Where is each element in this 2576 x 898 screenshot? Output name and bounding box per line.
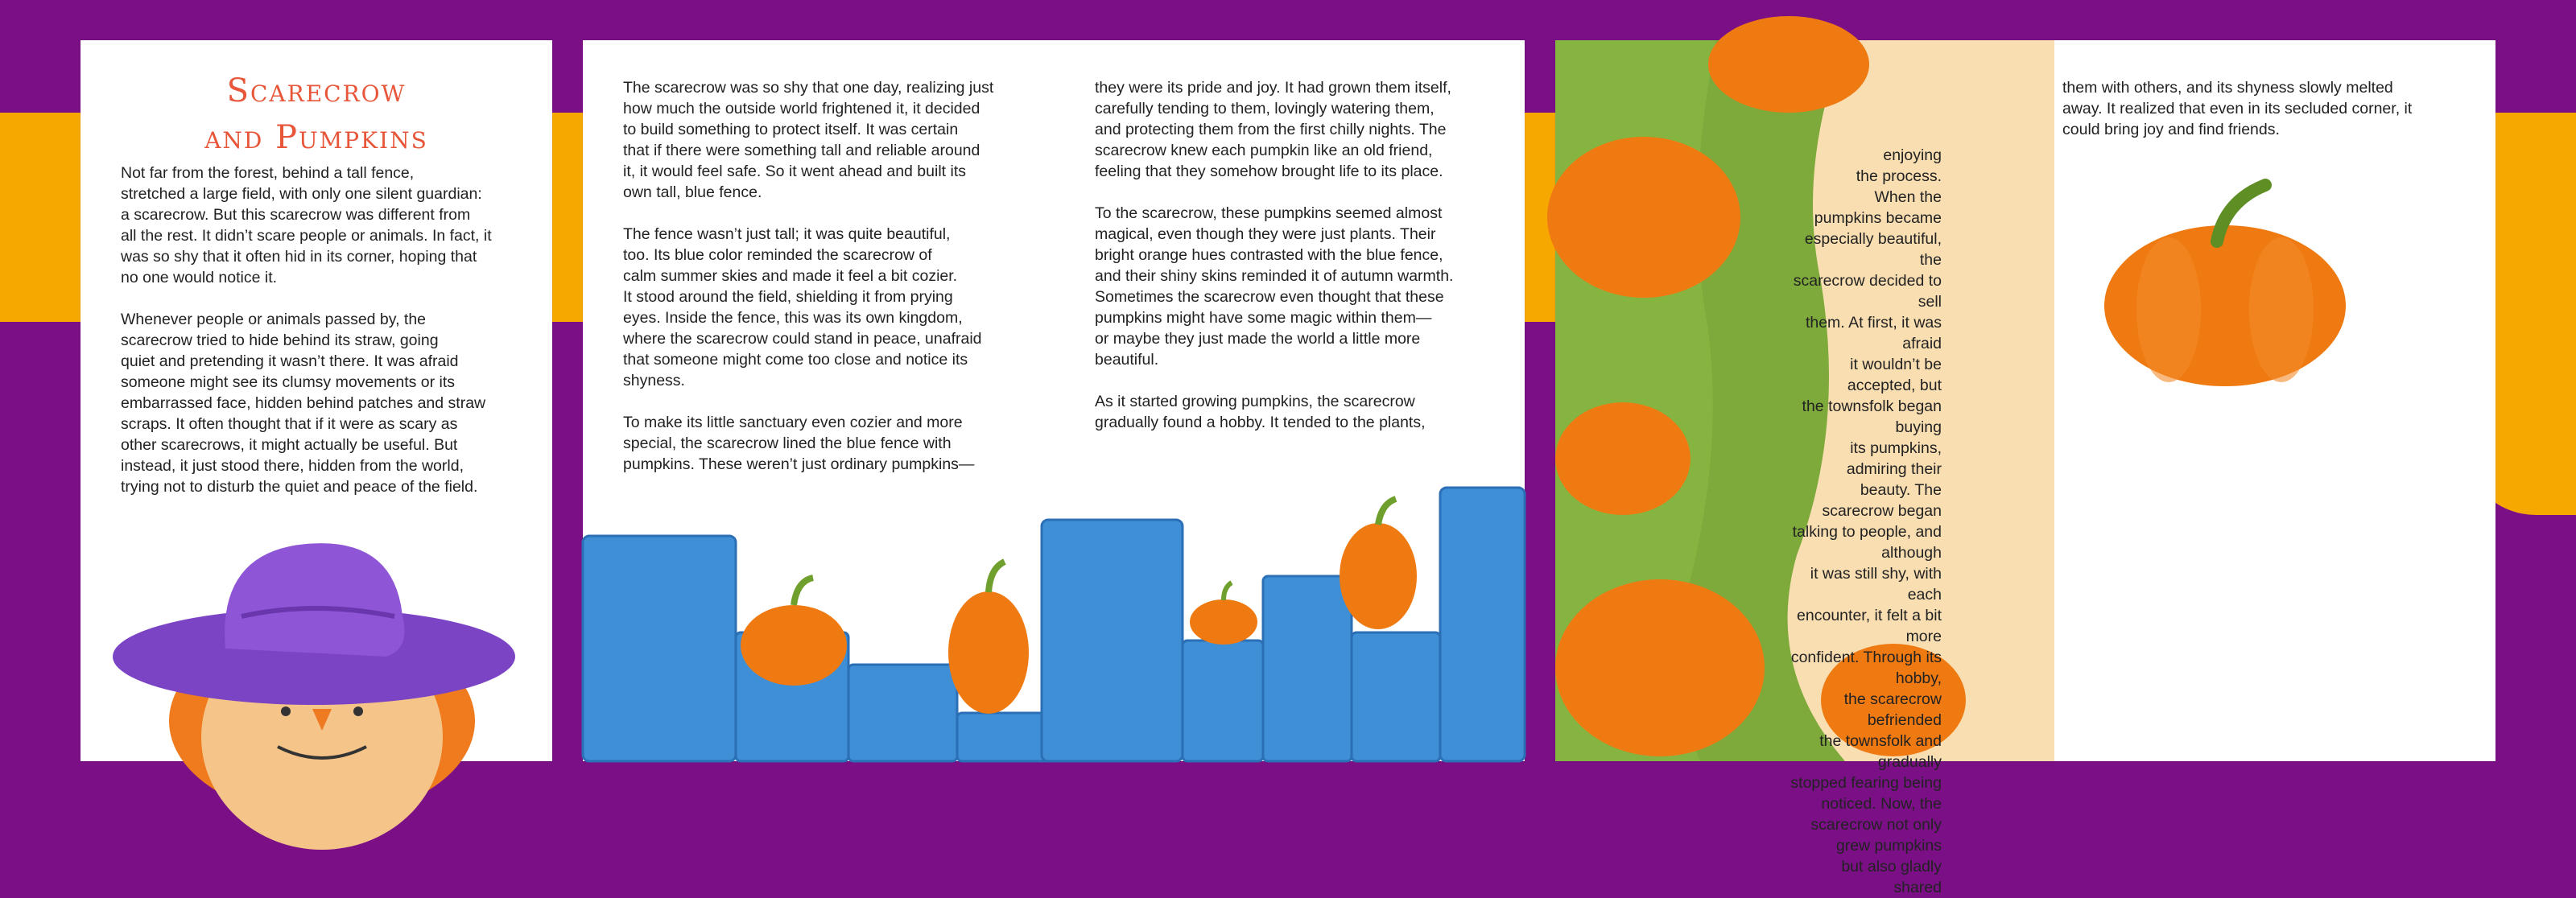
scarecrow-illustration [80,520,552,761]
page-title [80,68,552,161]
paragraph: Whenever people or animals passed by, the scarecrow tried to hide behind its straw, going quiet and pretending it wasn’t there. It was afraid someone might see its clumsy movements or its embarrassed face, hidden behind patches and straw scraps. It often thought that if it were as scary as other scarecrows, it might actually be useful. But instead, it just stood there, hidden from the world, trying not to disturb the quiet and peace of the field. [121,311,486,496]
paragraph: Not far from the forest, behind a tall fence, stretched a large field, with only one silent guardian: a scarecrow. But this scarecrow was different from all the rest. It didn’t scare people or animals. In fact, it was so shy that it often hid in its corner, hoping that no one would notice it. [121,164,492,286]
page-1 [80,40,552,761]
paragraph: As it started growing pumpkins, the scarecrow gradually found a hobby. It tended to the plants, [1095,393,1426,431]
page-2-column-right [1095,77,1497,454]
page-3-right-text: them with others, and its shyness slowly melted away. It realized that even in its secluded corner, it could bring joy and find friends. [2062,79,2413,138]
paragraph: The fence wasn’t just tall; it was quite beautiful, too. Its blue color reminded the scarecrow of calm summer skies and made it feel a bit cozier. It stood around the field, shielding it from prying eyes. Inside the fence, this was its own kingdom, where the scarecrow could stand in peace, unafraid that someone might come too close and notice its shyness. [623,225,982,389]
page-2 [583,40,1525,761]
paragraph: they were its pride and joy. It had grown them itself, carefully tending to them, lovingly watering them, and protecting them from the first chilly nights. The scarecrow knew each pumpkin like an old friend, feeling that they somehow brought life to its place. [1095,79,1451,180]
paragraph: The scarecrow was so shy that one day, realizing just how much the outside world frightened it, it decided to build something to protect itself. It was certain that if there were something tall and reliable around it, it would feel safe. So it went ahead and built its own tall, blue fence. [623,79,994,201]
title-line-2: and Pumpkins [204,119,428,156]
fence-illustration [583,423,1525,761]
page-3 [1555,40,2496,896]
page-1-text [121,163,523,518]
title-line-1: Scarecrow [226,72,407,109]
pumpkin-icon [2096,169,2354,394]
page-3-middle-text: enjoying the process. When the pumpkins became especially beautiful, the scarecrow decided to sell them. At first, it was afraid it wouldn’t be accepted, but the townsfolk began buying its pumpkins, admiring their beauty. The scarecrow began talking to people, and although it was still shy, with each encounter, it felt a bit more confident. Through its hobby, the scarecrow befriended the townsfolk and gradually stopped fearing being noticed. Now, the scarecrow not only grew pumpkins but also gladly shared [1790,146,1942,896]
paragraph: To the scarecrow, these pumpkins seemed almost magical, even though they were just plants. Their bright orange hues contrasted with the blue fence, and their shiny skins reminded it of autumn warmth. Sometimes the scarecrow even thought that these pumpkins might have some magic within them— or maybe they just made the world a little more beautiful. [1095,204,1454,369]
paragraph: To make its little sanctuary even cozier and more special, the scarecrow lined the blue fence with pumpkins. These weren’t just ordinary pumpkins— [623,414,975,473]
